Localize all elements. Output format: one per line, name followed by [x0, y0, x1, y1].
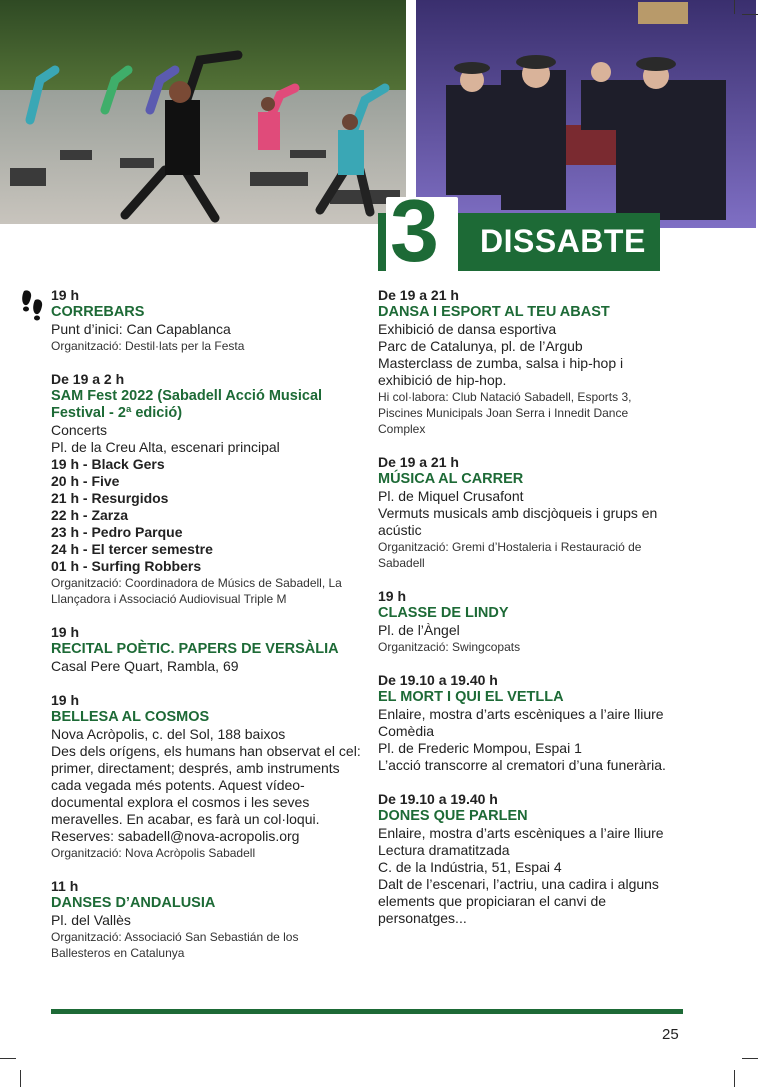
event-time: De 19 a 21 h	[378, 454, 459, 470]
event-detail: Pl. del Vallès	[51, 912, 131, 928]
event-title: EL MORT I QUI EL VETLLA	[378, 689, 564, 705]
event-musica-carrer	[378, 454, 678, 571]
event-title: BELLESA AL COSMOS	[51, 709, 210, 725]
event-time: 19 h	[51, 287, 80, 303]
concert-slot: 19 h - Black Gers	[51, 456, 165, 472]
event-detail: Nova Acròpolis, c. del Sol, 188 baixos	[51, 726, 286, 742]
event-classe-lindy	[378, 588, 678, 655]
event-detail: Casal Pere Quart, Rambla, 69	[51, 658, 239, 674]
event-detail: Dalt de l’escenari, l’actriu, una cadira i alguns elements que propiciaran el canvi de personatges...	[378, 876, 659, 926]
event-bellesa-cosmos	[51, 692, 361, 861]
event-time: 19 h	[378, 588, 407, 604]
day-number: 3	[390, 181, 439, 280]
event-time: 19 h	[51, 692, 80, 708]
day-name: DISSABTE	[480, 223, 646, 259]
theatre-photo	[416, 0, 756, 228]
event-title: DONES QUE PARLEN	[378, 808, 528, 824]
concert-slot: 22 h - Zarza	[51, 507, 129, 523]
crop-mark	[734, 1070, 735, 1087]
concert-slot: 24 h - El tercer semestre	[51, 541, 213, 557]
crop-mark	[742, 14, 758, 15]
day-header	[378, 181, 660, 280]
event-detail: L’acció transcorre al crematori d’una funerària.	[378, 757, 666, 773]
event-detail: Lectura dramatitzada	[378, 842, 510, 858]
event-detail: Exhibició de dansa esportiva	[378, 321, 557, 337]
event-detail: Pl. de la Creu Alta, escenari principal	[51, 439, 280, 455]
dance-photo	[0, 0, 406, 224]
event-detail: Pl. de Frederic Mompou, Espai 1	[378, 740, 582, 756]
event-time: 11 h	[51, 878, 79, 894]
event-organizer: Organització: Associació San Sebastián de los Ballesteros en Catalunya	[51, 930, 299, 960]
event-time: De 19 a 21 h	[378, 287, 459, 303]
event-organizer: Organització: Destil·lats per la Festa	[51, 339, 245, 353]
event-detail: Punt d’inici: Can Capablanca	[51, 321, 231, 337]
event-detail: C. de la Indústria, 51, Espai 4	[378, 859, 562, 875]
event-title: CORREBARS	[51, 304, 145, 320]
event-detail: Comèdia	[378, 723, 435, 739]
event-organizer: Organització: Gremi d’Hostaleria i Restauració de Sabadell	[378, 540, 642, 570]
event-organizer: Organització: Swingcopats	[378, 640, 521, 654]
right-column	[378, 287, 678, 944]
footer-rule	[51, 1009, 683, 1014]
crop-mark	[20, 1070, 21, 1087]
event-title: SAM Fest 2022 (Sabadell Acció Musical Festival - 2ª edició)	[51, 388, 323, 421]
event-title: DANSES D’ANDALUSIA	[51, 895, 216, 911]
crop-mark	[742, 1058, 758, 1059]
event-time: 19 h	[51, 624, 80, 640]
left-column	[51, 287, 361, 978]
footprints-icon	[20, 288, 46, 322]
event-organizer: Organització: Coordinadora de Músics de Sabadell, La Llançadora i Associació Audiovisual Triple M	[51, 576, 342, 606]
concert-slot: 01 h - Surfing Robbers	[51, 558, 202, 574]
event-organizer: Organització: Nova Acròpolis Sabadell	[51, 846, 256, 860]
event-detail: Pl. de Miquel Crusafont	[378, 488, 524, 504]
event-title: RECITAL POÈTIC. PAPERS DE VERSÀLIA	[51, 641, 339, 657]
event-title: MÚSICA AL CARRER	[378, 471, 524, 487]
event-correbars	[51, 287, 361, 354]
concert-slot: 20 h - Five	[51, 473, 120, 489]
page-number: 25	[662, 1026, 679, 1043]
event-dones-parlen	[378, 791, 678, 927]
event-detail: Vermuts musicals amb discjòqueis i grups en acústic	[378, 505, 658, 538]
event-description: Des dels orígens, els humans han observat el cel: primer, directament; després, amb instruments cada vegada més potents. Aquest vídeo-documental explora el cosmos i les seves meravelles. En acabar, es farà un col·loqui.	[51, 743, 361, 827]
event-title: DANSA I ESPORT AL TEU ABAST	[378, 304, 610, 320]
event-dansa-esport	[378, 287, 678, 437]
event-detail: Masterclass de zumba, salsa i hip-hop i exhibició de hip-hop.	[378, 355, 624, 388]
event-detail: Enlaire, mostra d’arts escèniques a l’aire lliure	[378, 825, 664, 841]
event-time: De 19.10 a 19.40 h	[378, 672, 498, 688]
event-recital	[51, 624, 361, 675]
event-detail: Pl. de l’Àngel	[378, 622, 460, 638]
event-detail: Parc de Catalunya, pl. de l’Argub	[378, 338, 583, 354]
event-detail: Enlaire, mostra d’arts escèniques a l’aire lliure	[378, 706, 664, 722]
crop-mark	[734, 0, 735, 14]
event-time: De 19 a 2 h	[51, 371, 125, 387]
event-time: De 19.10 a 19.40 h	[378, 791, 498, 807]
event-sam-fest	[51, 371, 361, 607]
concert-slot: 21 h - Resurgidos	[51, 490, 169, 506]
event-reservations[interactable]: Reserves: sabadell@nova-acropolis.org	[51, 828, 300, 844]
event-collaborators: Hi col·labora: Club Natació Sabadell, Esports 3, Piscines Municipals Joan Serra i Innedit Dance Complex	[378, 390, 632, 436]
event-title: CLASSE DE LINDY	[378, 605, 509, 621]
event-danses-andalusia	[51, 878, 361, 961]
concert-slot: 23 h - Pedro Parque	[51, 524, 183, 540]
crop-mark	[0, 1058, 16, 1059]
event-mort-vetlla	[378, 672, 678, 774]
event-detail: Concerts	[51, 422, 108, 438]
